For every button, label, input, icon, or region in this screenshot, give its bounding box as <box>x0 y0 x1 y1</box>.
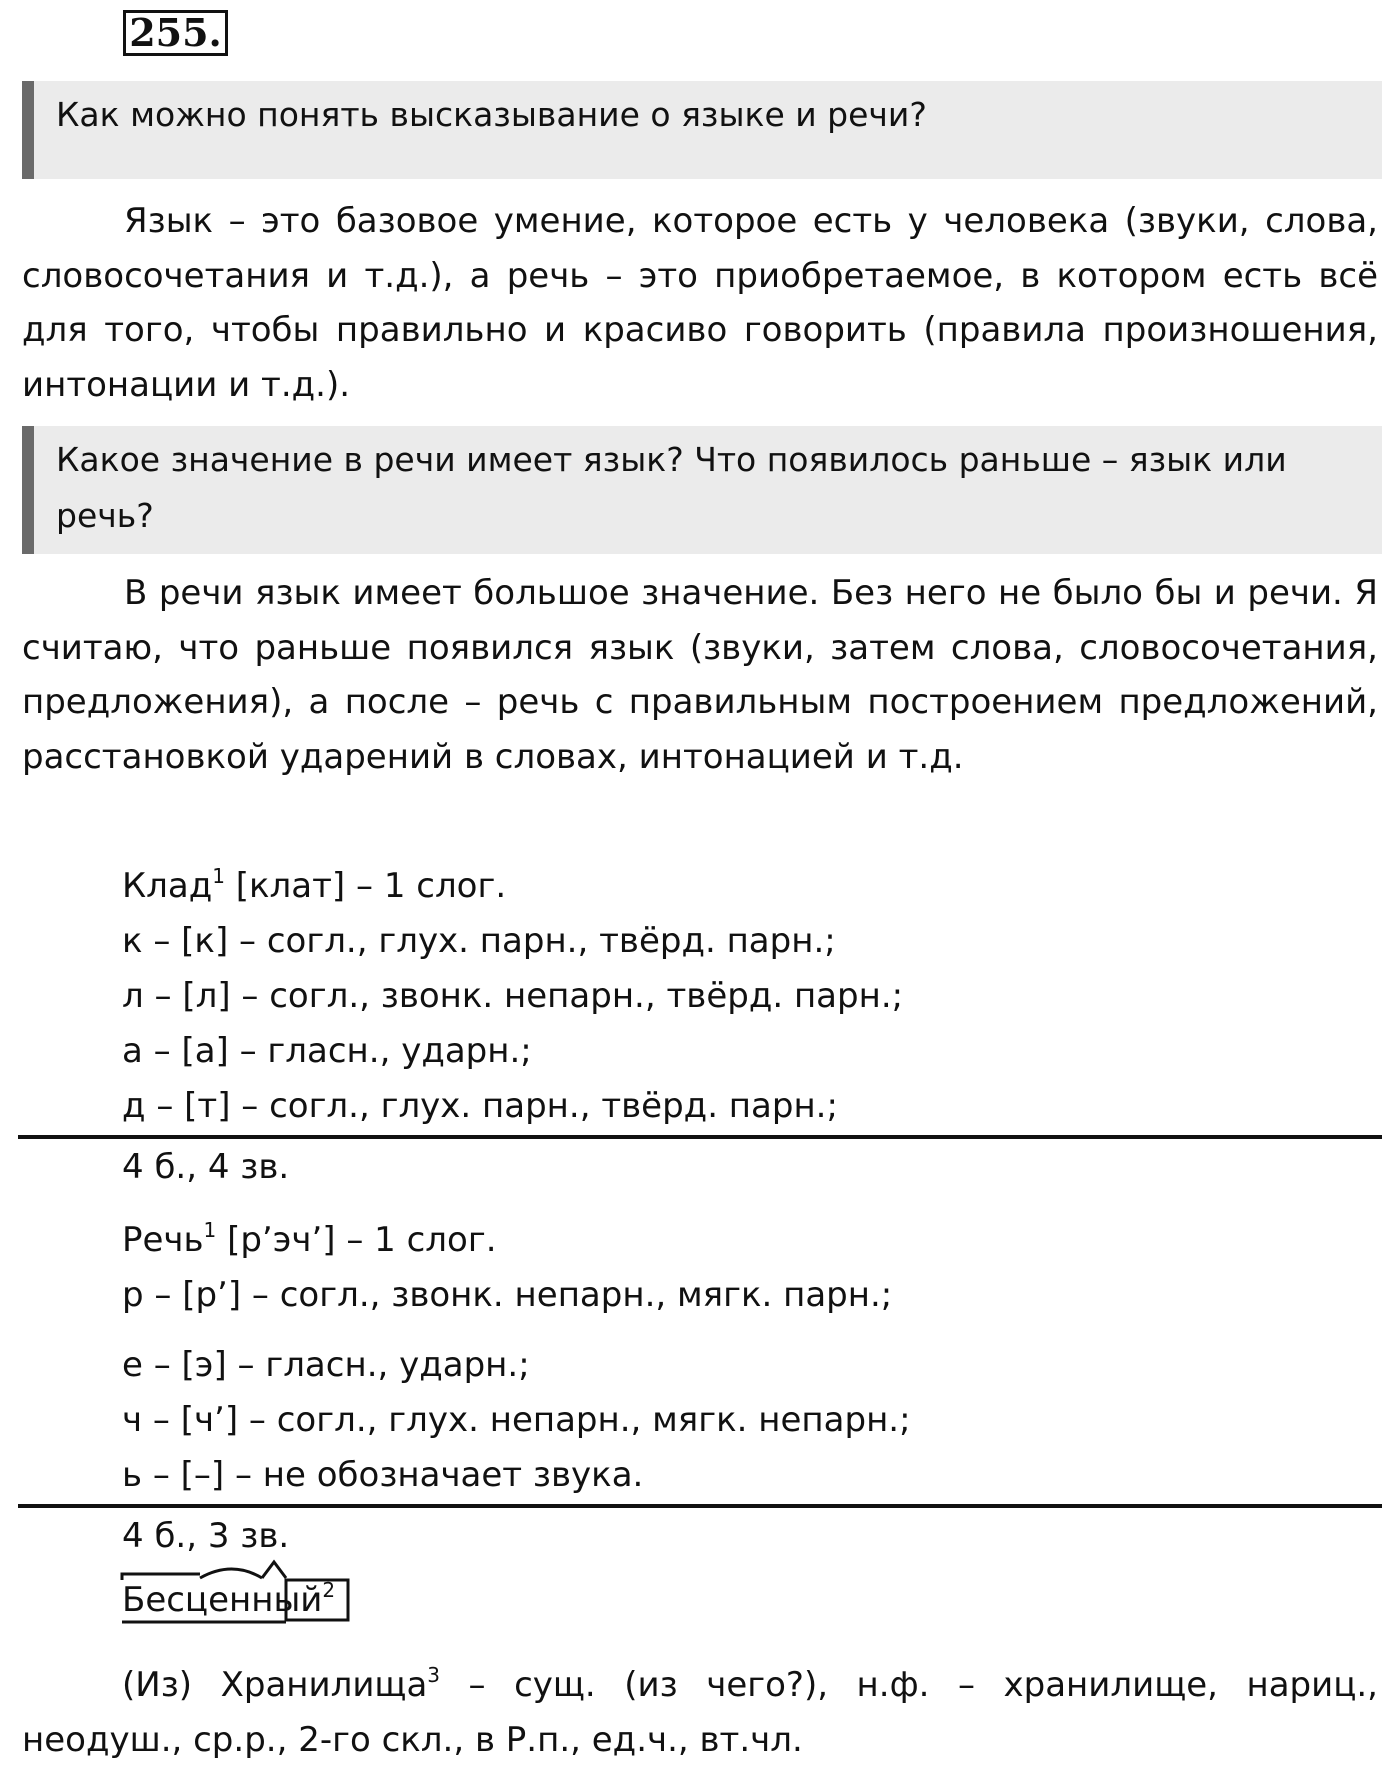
analysis-1-letter: к – [к] – согл., глух. парн., твёрд. парн.; <box>122 921 836 961</box>
analysis-2-total: 4 б., 3 зв. <box>122 1516 290 1556</box>
analysis-1-word: Клад <box>122 866 213 906</box>
analysis-1-letter: а – [а] – гласн., ударн.; <box>122 1031 532 1071</box>
analysis-2-header <box>122 1216 497 1264</box>
morphological-analysis <box>22 1658 1378 1767</box>
exercise-number: 255. <box>123 10 228 56</box>
analysis-2-sup: 1 <box>203 1218 217 1242</box>
analysis-1-header <box>122 862 506 910</box>
analysis-1-transcription: [клат] – 1 слог. <box>224 866 507 906</box>
analysis-1-sup: 1 <box>212 864 225 888</box>
analysis-2-transcription: [р’эч’] – 1 слог. <box>216 1220 497 1260</box>
analysis-1-letter: д – [т] – согл., глух. парн., твёрд. парн.; <box>122 1086 838 1126</box>
answer-1: Язык – это базовое умение, которое есть у человека (звуки, слова, словосочетания и т.д.), а речь – это приобретаемое, в котором есть всё для того, чтобы правильно и красиво говорить (правила произношения, интонации и т.д.). <box>22 201 1378 405</box>
morphemic-word-line <box>122 1576 335 1624</box>
morphemic-sup: 2 <box>322 1578 336 1602</box>
total-divider-1 <box>18 1135 1382 1139</box>
analysis-2-letter: р – [р’] – согл., звонк. непарн., мягк. парн.; <box>122 1275 893 1315</box>
morphological-word: (Из) Хранилища <box>122 1665 428 1705</box>
analysis-2-letter: е – [э] – гласн., ударн.; <box>122 1345 530 1385</box>
analysis-2-letter: ч – [ч’] – согл., глух. непарн., мягк. непарн.; <box>122 1400 911 1440</box>
analysis-1-total: 4 б., 4 зв. <box>122 1147 290 1187</box>
question-2: Какое значение в речи имеет язык? Что появилось раньше – язык или речь? <box>22 426 1382 554</box>
morphological-sup: 3 <box>427 1663 441 1687</box>
morphological-text: – сущ. (из чего?), н.ф. – хранилище, нариц., неодуш., ср.р., 2-го скл., в Р.п., ед.ч., вт.чл. <box>22 1665 1378 1760</box>
morphemic-word: Бесценный <box>122 1580 323 1620</box>
analysis-2-letter: ь – [–] – не обозначает звука. <box>122 1455 644 1495</box>
total-divider-2 <box>18 1504 1382 1508</box>
question-1: Как можно понять высказывание о языке и речи? <box>22 81 1382 179</box>
analysis-2-word: Речь <box>122 1220 204 1260</box>
analysis-1-letter: л – [л] – согл., звонк. непарн., твёрд. парн.; <box>122 976 904 1016</box>
answer-2: В речи язык имеет большое значение. Без него не было бы и речи. Я считаю, что раньше появился язык (звуки, затем слова, словосочетания, предложения), а после – речь с правильным построением предложений, расстановкой ударений в словах, интонацией и т.д. <box>22 573 1378 777</box>
